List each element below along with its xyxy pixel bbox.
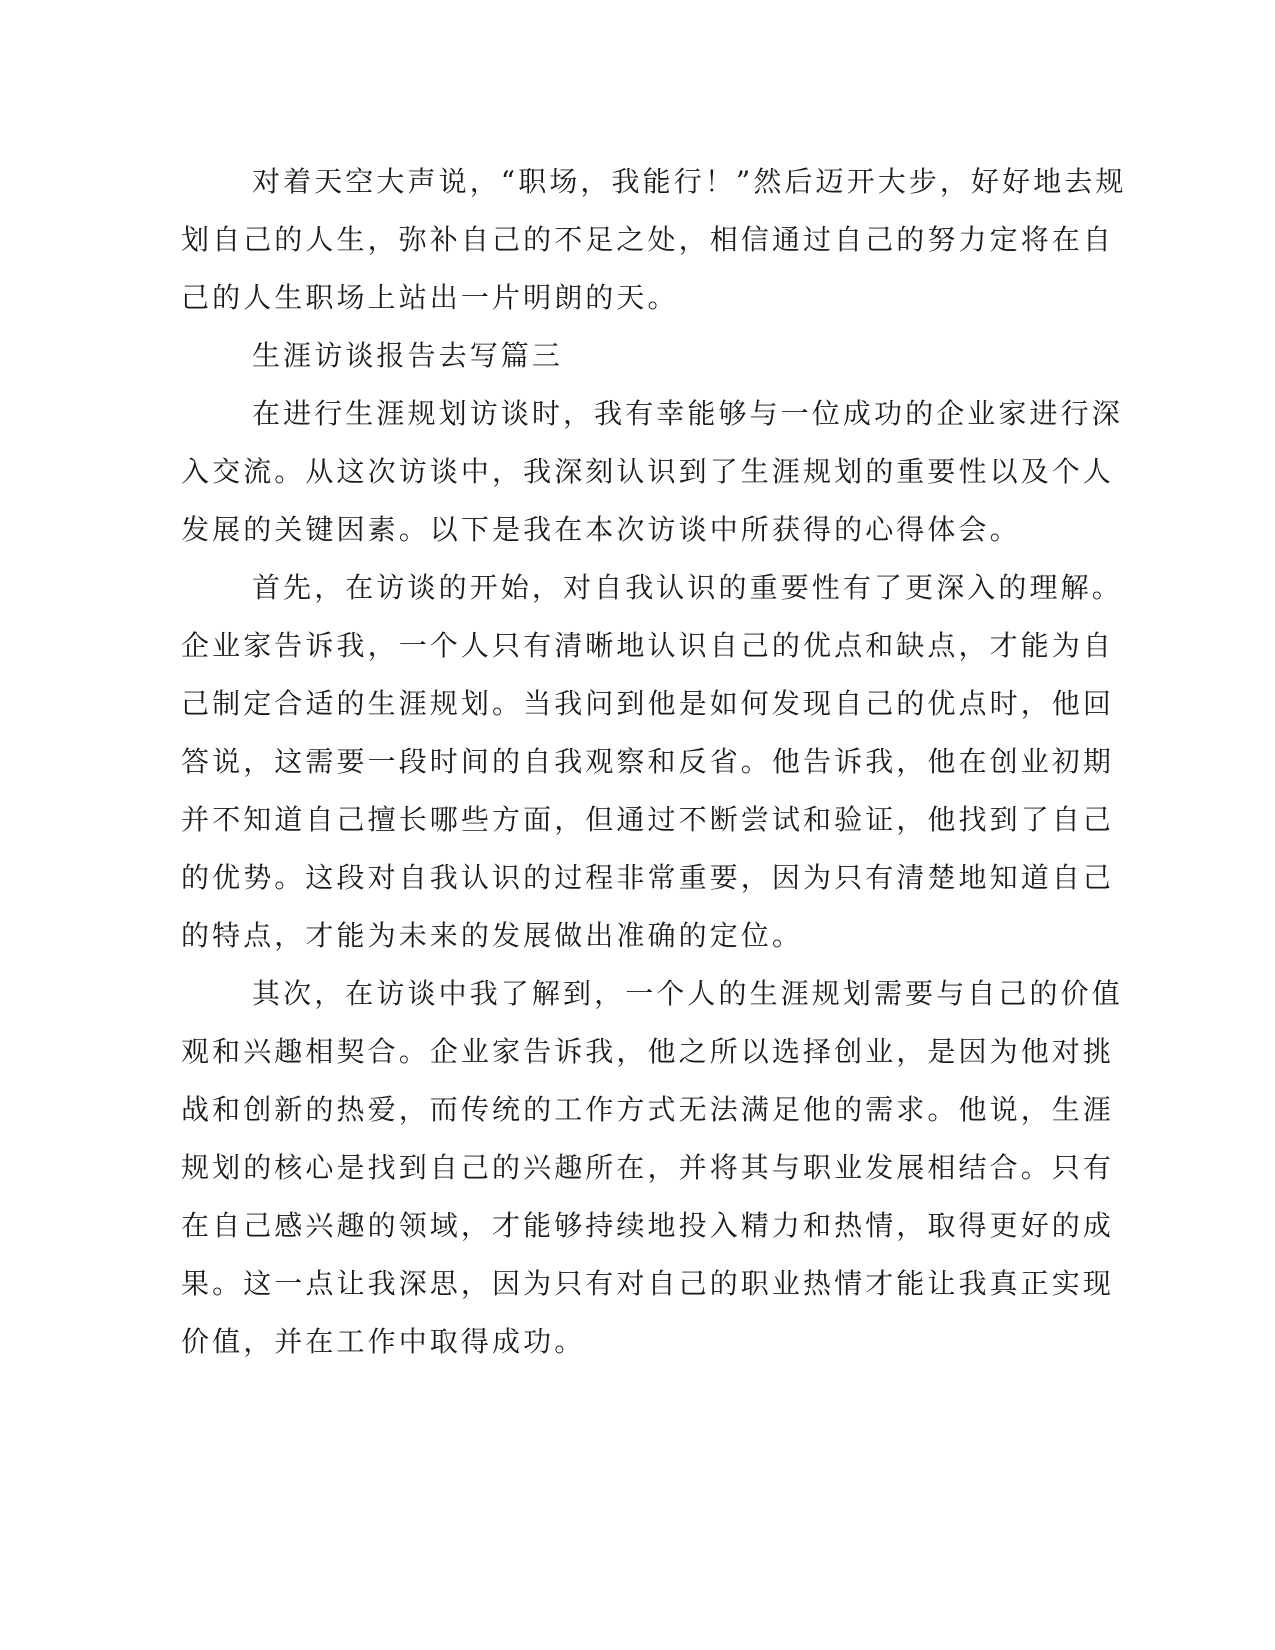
text-line: 价值，并在工作中取得成功。 <box>181 1325 586 1358</box>
text-line: 己制定合适的生涯规划。当我问到他是如何发现自己的优点时，他回 <box>181 687 1115 720</box>
text-line: 观和兴趣相契合。企业家告诉我，他之所以选择创业，是因为他对挑 <box>181 1035 1115 1068</box>
text-line: 发展的关键因素。以下是我在本次访谈中所获得的心得体会。 <box>181 513 1021 546</box>
text-line: 对着天空大声说，“职场，我能行！”然后迈开大步，好好地去规 <box>252 165 1127 198</box>
section-heading: 生涯访谈报告去写篇三 <box>252 339 564 372</box>
text-line: 规划的核心是找到自己的兴趣所在，并将其与职业发展相结合。只有 <box>181 1151 1115 1184</box>
text-line: 企业家告诉我，一个人只有清晰地认识自己的优点和缺点，才能为自 <box>181 629 1115 662</box>
text-line: 在自己感兴趣的领域，才能够持续地投入精力和热情，取得更好的成 <box>181 1209 1115 1242</box>
text-line: 其次，在访谈中我了解到，一个人的生涯规划需要与自己的价值 <box>252 977 1123 1010</box>
text-line: 的优势。这段对自我认识的过程非常重要，因为只有清楚地知道自己 <box>181 861 1115 894</box>
text-line: 入交流。从这次访谈中，我深刻认识到了生涯规划的重要性以及个人 <box>181 455 1115 488</box>
text-line: 首先，在访谈的开始，对自我认识的重要性有了更深入的理解。 <box>252 571 1123 604</box>
text-line: 的特点，才能为未来的发展做出准确的定位。 <box>181 919 804 952</box>
text-line: 战和创新的热爱，而传统的工作方式无法满足他的需求。他说，生涯 <box>181 1093 1115 1126</box>
text-line: 在进行生涯规划访谈时，我有幸能够与一位成功的企业家进行深 <box>252 397 1123 430</box>
text-line: 果。这一点让我深思，因为只有对自己的职业热情才能让我真正实现 <box>181 1267 1115 1300</box>
text-line: 划自己的人生，弥补自己的不足之处，相信通过自己的努力定将在自 <box>181 223 1115 256</box>
text-line: 答说，这需要一段时间的自我观察和反省。他告诉我，他在创业初期 <box>181 745 1115 778</box>
text-line: 己的人生职场上站出一片明朗的天。 <box>181 281 679 314</box>
text-line: 并不知道自己擅长哪些方面，但通过不断尝试和验证，他找到了自己 <box>181 803 1115 836</box>
